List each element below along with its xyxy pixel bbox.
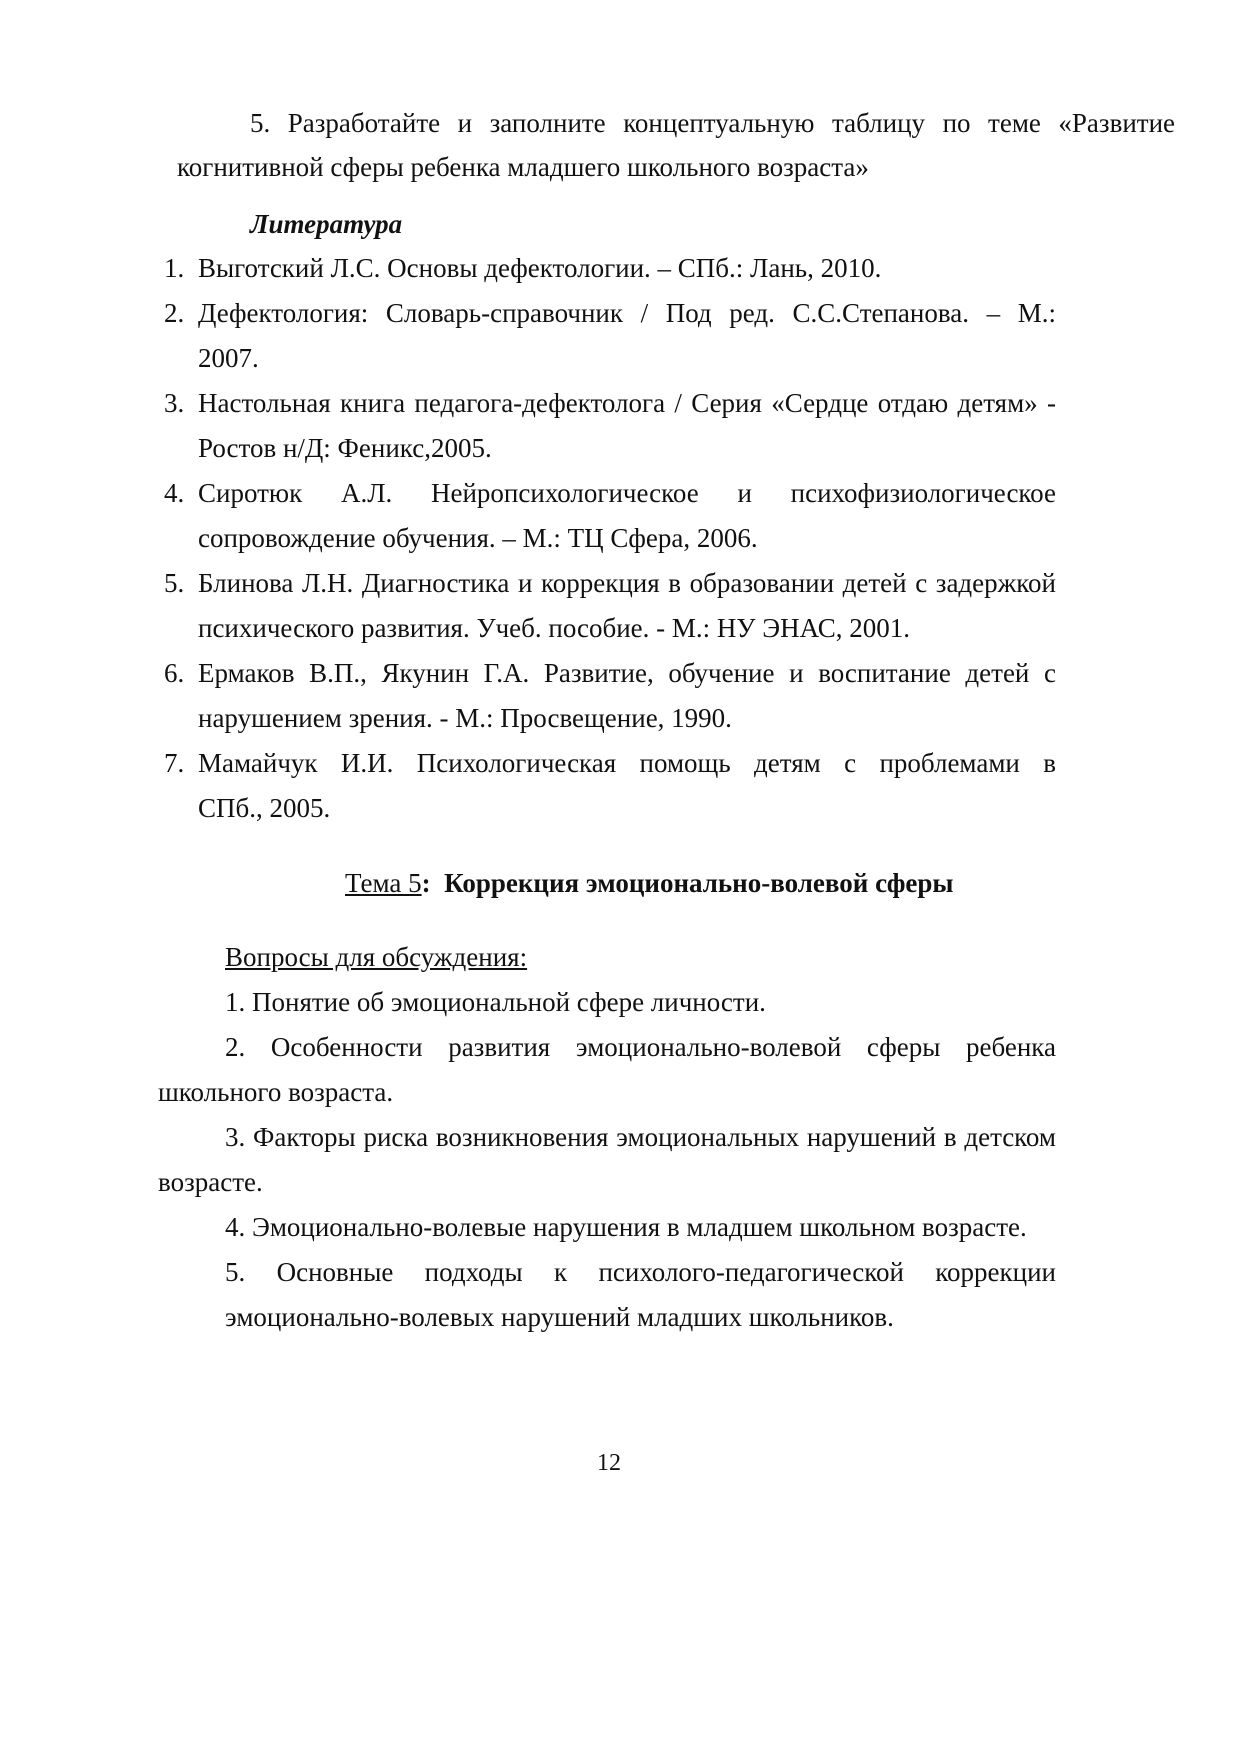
question-item-cont: возрасте. — [158, 1167, 263, 1197]
topic-label: Тема 5 — [345, 868, 422, 898]
list-item: Выготский Л.С. Основы дефектологии. – СПб.: Лань, 2010. — [198, 253, 882, 283]
list-item-number: 7. — [164, 748, 185, 778]
list-item: Дефектология: Словарь-справочник / Под ред. С.С.Степанова. – М.: — [198, 298, 1056, 328]
task-5-line-1: 5. Разработайте и заполните концептуальную таблицу по теме «Развитие — [250, 108, 1175, 138]
question-item: 1. Понятие об эмоциональной сфере личности. — [225, 987, 766, 1017]
list-item: Блинова Л.Н. Диагностика и коррекция в образовании детей с задержкой — [198, 568, 1056, 598]
list-item: Ермаков В.П., Якунин Г.А. Развитие, обучение и воспитание детей с — [198, 658, 1056, 688]
question-item-cont: школьного возраста. — [158, 1077, 394, 1107]
list-item-cont: нарушением зрения. - М.: Просвещение, 1990. — [198, 703, 732, 733]
list-item-cont: СПб., 2005. — [198, 793, 331, 823]
topic-heading — [345, 861, 953, 906]
list-item-cont: Ростов н/Д: Феникс,2005. — [198, 433, 492, 463]
question-item: 3. Факторы риска возникновения эмоциональных нарушений в детском — [225, 1122, 1056, 1152]
literature-heading: Литература — [250, 209, 403, 239]
list-item-cont: 2007. — [198, 343, 259, 373]
list-item-number: 3. — [164, 388, 185, 418]
question-item-cont: эмоционально-волевых нарушений младших школьников. — [225, 1302, 894, 1332]
list-item: Мамайчук И.И. Психологическая помощь детям с проблемами в — [198, 748, 1056, 778]
question-item: 5. Основные подходы к психолого-педагогической коррекции — [225, 1257, 1056, 1287]
list-item-number: 1. — [164, 253, 185, 283]
task-5-line-2: когнитивной сферы ребенка младшего школьного возраста» — [177, 152, 869, 182]
page-number: 12 — [597, 1450, 621, 1476]
list-item: Сиротюк А.Л. Нейропсихологическое и психофизиологическое — [198, 478, 1056, 508]
list-item-number: 2. — [164, 298, 185, 328]
question-item: 2. Особенности развития эмоционально-волевой сферы ребенка — [225, 1032, 1056, 1062]
list-item-number: 6. — [164, 658, 185, 688]
list-item-number: 4. — [164, 478, 185, 508]
list-item: Настольная книга педагога-дефектолога / Серия «Сердце отдаю детям» - — [198, 388, 1056, 418]
question-item: 4. Эмоционально-волевые нарушения в младшем школьном возрасте. — [225, 1212, 1027, 1242]
list-item-cont: психического развития. Учеб. пособие. - М.: НУ ЭНАС, 2001. — [198, 613, 911, 643]
list-item-cont: сопровождение обучения. – М.: ТЦ Сфера, 2006. — [198, 523, 758, 553]
topic-title: Коррекция эмоционально-волевой сферы — [444, 868, 954, 898]
topic-colon: : — [421, 868, 431, 898]
list-item-number: 5. — [164, 568, 185, 598]
questions-heading: Вопросы для обсуждения: — [225, 942, 528, 972]
